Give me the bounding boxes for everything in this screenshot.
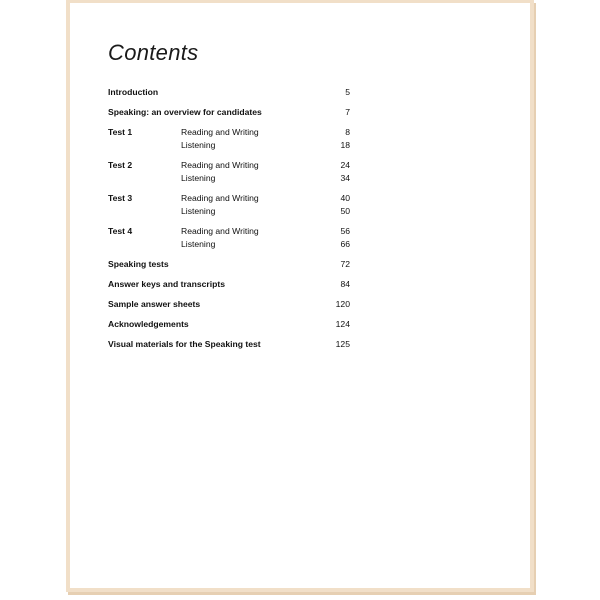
toc-entry-label: Answer keys and transcripts bbox=[108, 279, 226, 289]
toc-part-label: Listening bbox=[181, 140, 216, 150]
toc-page-number: 72 bbox=[340, 259, 350, 269]
toc-entry-label: Acknowledgements bbox=[108, 319, 189, 329]
toc-page-number: 40 bbox=[340, 193, 350, 203]
toc-test-label: Test 4 bbox=[108, 226, 133, 236]
toc-page-number: 18 bbox=[340, 140, 350, 150]
toc-test-label: Test 3 bbox=[108, 193, 133, 203]
toc-test-group-4 bbox=[108, 225, 350, 251]
toc-entry-visual-materials bbox=[108, 338, 350, 351]
toc-page-number: 66 bbox=[340, 239, 350, 249]
toc-test-row bbox=[108, 192, 350, 205]
toc-entry-acknowledgements bbox=[108, 318, 350, 331]
toc-test-row bbox=[108, 139, 350, 152]
toc-entry-answer-keys bbox=[108, 278, 350, 291]
toc-page-number: 84 bbox=[340, 279, 350, 289]
toc-test-label: Test 1 bbox=[108, 127, 133, 137]
toc-entry-label: Visual materials for the Speaking test bbox=[108, 339, 261, 349]
toc-part-label: Reading and Writing bbox=[181, 193, 259, 203]
toc-test-row bbox=[108, 205, 350, 218]
toc-page-number: 34 bbox=[340, 173, 350, 183]
toc-test-row bbox=[108, 159, 350, 172]
toc-page-number: 125 bbox=[335, 339, 350, 349]
toc-page-number: 56 bbox=[340, 226, 350, 236]
toc-page-number: 24 bbox=[340, 160, 350, 170]
toc-test-row bbox=[108, 172, 350, 185]
toc-entry-sample-answer-sheets bbox=[108, 298, 350, 311]
toc-test-row bbox=[108, 126, 350, 139]
toc-part-label: Reading and Writing bbox=[181, 160, 259, 170]
toc-part-label: Listening bbox=[181, 206, 216, 216]
toc-part-label: Listening bbox=[181, 239, 216, 249]
toc-page-number: 7 bbox=[345, 107, 350, 117]
toc-page-number: 50 bbox=[340, 206, 350, 216]
toc-page-number: 124 bbox=[335, 319, 350, 329]
toc-part-label: Reading and Writing bbox=[181, 127, 259, 137]
toc-entry-label: Speaking tests bbox=[108, 259, 169, 269]
toc-entry-label: Introduction bbox=[108, 87, 159, 97]
toc-entry-label: Speaking: an overview for candidates bbox=[108, 107, 262, 117]
toc-test-group-3 bbox=[108, 192, 350, 218]
toc-page-number: 8 bbox=[345, 127, 350, 137]
toc-entry-introduction bbox=[108, 86, 350, 99]
toc-entry-label: Sample answer sheets bbox=[108, 299, 201, 309]
toc-test-group-2 bbox=[108, 159, 350, 185]
toc-part-label: Listening bbox=[181, 173, 216, 183]
toc-test-label: Test 2 bbox=[108, 160, 133, 170]
toc-test-group-1 bbox=[108, 126, 350, 152]
page-title: Contents bbox=[108, 40, 199, 65]
toc-page-number: 5 bbox=[345, 87, 350, 97]
toc-part-label: Reading and Writing bbox=[181, 226, 259, 236]
toc-entry-speaking-overview bbox=[108, 106, 350, 119]
toc-test-row bbox=[108, 238, 350, 251]
toc-entry-speaking-tests bbox=[108, 258, 350, 271]
toc-test-row bbox=[108, 225, 350, 238]
toc-page-number: 120 bbox=[335, 299, 350, 309]
table-of-contents bbox=[108, 86, 350, 351]
